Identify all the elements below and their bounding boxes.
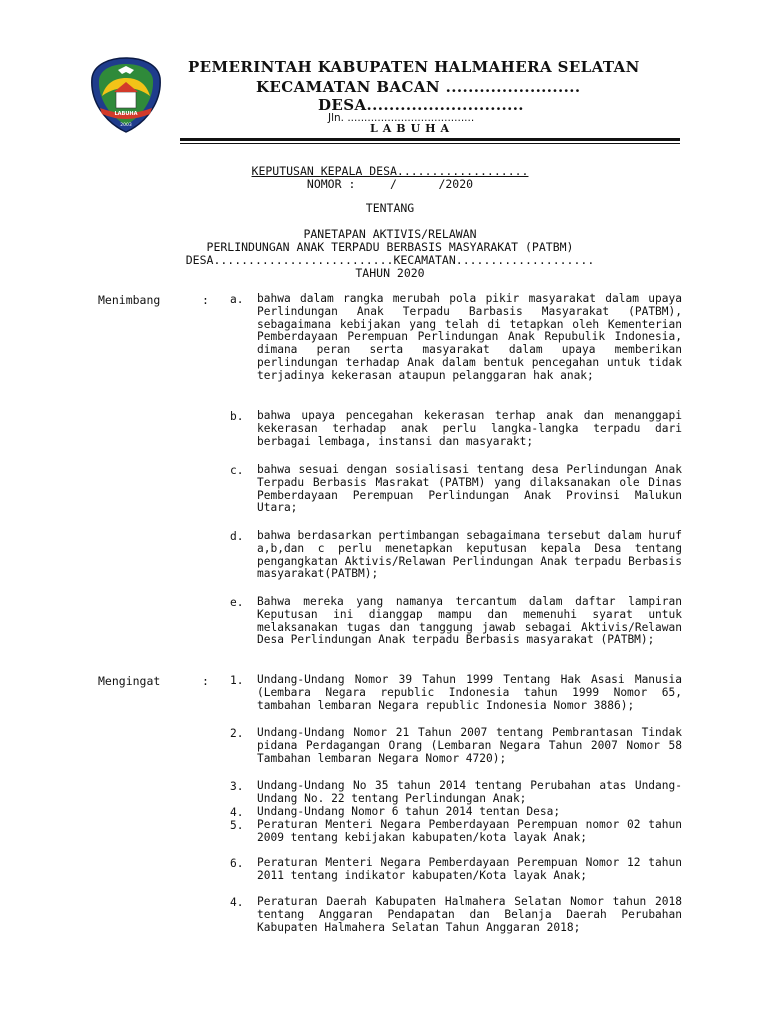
item-text: Peraturan Menteri Negara Pemberdayaan Perempuan Nomor 12 tahun 2011 tentang indikator kabupaten/Kota layak Anak; [257, 856, 682, 882]
item-text: Undang-Undang Nomor 21 Tahun 2007 tentang Pembrantasan Tindak pidana Perdagangan Orang (Lembaran Negara Tahun 2007 Nomor 58 Tambahan lembaran Negara Nomor 4720); [257, 726, 682, 765]
header-rule-thin [180, 143, 680, 144]
decree-number: NOMOR : / /2020 [306, 177, 474, 191]
item-text: Peraturan Daerah Kabupaten Halmahera Selatan Nomor tahun 2018 tentang Anggaran Pendapatan dan Belanja Daerah Perubahan Kabupaten Halmahera Selatan Tahun Anggaran 2018; [257, 895, 682, 934]
decree-about: TENTANG [365, 201, 415, 215]
item-label: 5. [230, 819, 244, 832]
item-label: e. [230, 596, 244, 609]
item-label: 3. [230, 780, 244, 793]
header-village: DESA............................ [318, 96, 524, 114]
item-label: 6. [230, 857, 244, 870]
header-government: PEMERINTAH KABUPATEN HALMAHERA SELATAN [188, 58, 640, 76]
item-label: b. [230, 410, 244, 423]
mengingat-label: Mengingat [98, 674, 161, 688]
item-text: Undang-Undang Nomor 39 Tahun 1999 Tentang Hak Asasi Manusia (Lembara Negara republic Indonesia tahun 1999 Nomor 65, tambahan lembaran Negara republic Indonesia Nomor 3886); [257, 673, 682, 712]
item-label: c. [230, 464, 244, 477]
item-label: 4. [230, 896, 244, 909]
item-label: 1. [230, 674, 244, 687]
decree-subject-3: DESA..........................KECAMATAN.................... [185, 253, 595, 267]
menimbang-label: Menimbang [98, 293, 161, 307]
header-district: KECAMATAN BACAN ........................ [256, 78, 581, 96]
item-label: 2. [230, 727, 244, 740]
decree-subject-1: PANETAPAN AKTIVIS/RELAWAN [303, 227, 477, 241]
item-text: bahwa dalam rangka merubah pola pikir masyarakat dalam upaya Perlindungan Anak Terpadu Barbasis Masyarakat (PATBM), sebagaimana kebijakan yang telah di tetapkan oleh Kementerian Pemberdayaan Perempuan Perlindungan Anak Repubulik Indonesia, dimana peran serta masyarakat dalam upaya memberikan perlindungan terhadap Anak dalam bentuk pencegahan untuk tidak terjadinya kekerasan ataupun pelanggaran hak anak; [257, 292, 682, 382]
regency-crest-icon [90, 56, 162, 134]
item-text: bahwa berdasarkan pertimbangan sebagaimana tersebut dalam huruf a,b,dan c perlu menetapkan keputusan kepala Desa tentang pengangkatan Aktivis/Relawan Perlindungan Anak terpadu Berbasis masyarakat(PATBM); [257, 529, 682, 581]
item-text: Peraturan Menteri Negara Pemberdayaan Perempuan nomor 02 tahun 2009 tentang kebijakan kabupaten/kota layak Anak; [257, 818, 682, 844]
item-text: bahwa sesuai dengan sosialisasi tentang desa Perlindungan Anak Terpadu Berbasis Masrakat (PATBM) yang dilaksanakan ole Dinas Pemberdayaan Perempuan Perlindungan Anak Provinsi Malukun Utara; [257, 463, 682, 515]
item-text: Undang-Undang No 35 tahun 2014 tentang Perubahan atas Undang-Undang No. 22 tentang Perlindungan Anak; [257, 779, 682, 805]
item-text: Undang-Undang Nomor 6 tahun 2014 tentan Desa; [257, 805, 561, 818]
decree-title: KEPUTUSAN KEPALA DESA................... [251, 164, 529, 178]
item-label: a. [230, 293, 244, 306]
item-text: Bahwa mereka yang namanya tercantum dalam daftar lampiran Keputusan ini dianggap mampu dan memenuhi syarat untuk melaksanakan tugas dan tanggung jawab sebagai Aktivis/Relawan Desa Perlindungan Anak terpadu Berbasis masyarakat (PATBM); [257, 595, 682, 647]
menimbang-colon: : [202, 293, 209, 307]
header-rule-thick [180, 138, 680, 141]
decree-subject-2: PERLINDUNGAN ANAK TERPADU BERBASIS MASYARAKAT (PATBM) [206, 240, 574, 254]
item-label: d. [230, 530, 244, 543]
header-address: Jln. ...................................... [328, 112, 475, 124]
header-city: LABUHA [370, 122, 455, 135]
item-text: bahwa upaya pencegahan kekerasan terhap anak dan menanggapi kekerasan terhadap anak perlu langka-langka terpadu dari berbagai lembaga, instansi dan masyarakt; [257, 409, 682, 448]
mengingat-colon: : [202, 674, 209, 688]
decree-year: TAHUN 2020 [355, 266, 425, 280]
item-label: 4. [230, 806, 244, 819]
crest-year-text: 2003 [120, 123, 132, 128]
crest-banner-text: LABUHA [114, 111, 138, 117]
